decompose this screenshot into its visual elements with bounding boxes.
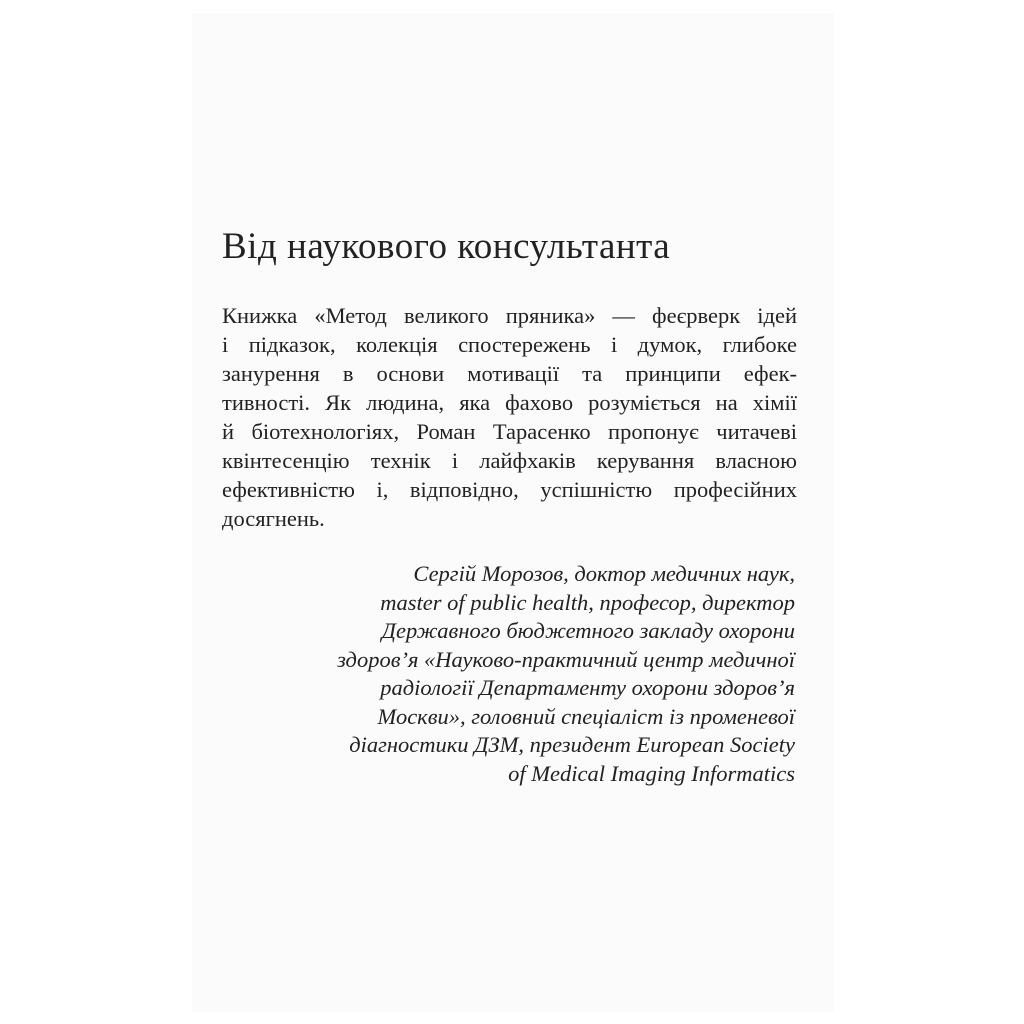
body-line: тивності. Як людина, яка фахово розуміється на хімії: [222, 390, 797, 415]
signature-line: діагностики ДЗМ, президент European Society: [349, 732, 795, 757]
signature-line: здоров’я «Науково-практичний центр медичної: [337, 646, 795, 672]
book-page: [192, 13, 834, 1012]
body-line: досягнень.: [222, 506, 325, 531]
signature-line: master of public health, професор, директор: [380, 589, 795, 615]
signature-block: [252, 560, 795, 788]
body-line: і підказок, колекція спостережень і думок, глибоке: [222, 332, 797, 357]
body-line: Книжка «Метод великого пряника» — феєрверк ідей: [222, 303, 797, 328]
signature-line: Державного бюджетного закладу охорони: [381, 618, 795, 643]
body-line: занурення в основи мотивації та принципи ефек-: [222, 361, 797, 386]
body-line: квінтесенцію технік і лайфхаків керування власною: [222, 448, 797, 473]
signature-line: Сергій Морозов, доктор медичних наук,: [413, 561, 795, 586]
body-line: ефективністю і, відповідно, успішністю професійних: [222, 477, 797, 502]
chapter-heading: Від наукового консультанта: [222, 226, 671, 267]
body-line: й біотехнологіях, Роман Тарасенко пропонує читачеві: [222, 419, 797, 444]
signature-line: радіології Департаменту охорони здоров’я: [380, 675, 795, 700]
body-paragraph: [222, 301, 797, 533]
signature-line: of Medical Imaging Informatics: [508, 760, 795, 786]
signature-line: Москви», головний спеціаліст із променевої: [377, 703, 795, 729]
